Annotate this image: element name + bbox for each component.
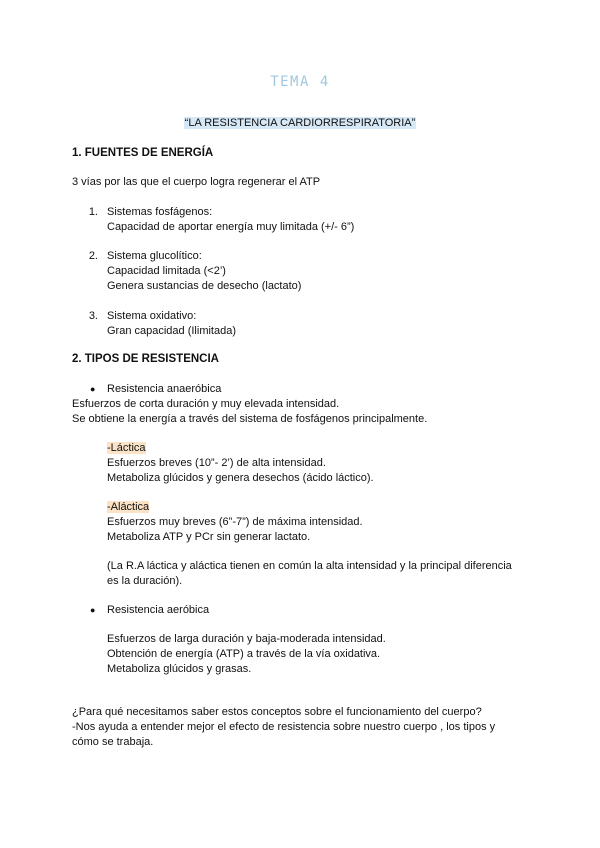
note-line: (La R.A láctica y aláctica tienen en común la alta intensidad y la principal diferencia: [107, 560, 512, 572]
lactic-label-text: -Láctica: [107, 442, 146, 454]
list-item-line: Capacidad de aportar energía muy limitada (+/- 6”): [107, 221, 355, 233]
subtitle-text: “LA RESISTENCIA CARDIORRESPIRATORIA”: [184, 117, 416, 129]
note-line: es la duración).: [107, 575, 183, 587]
anaerobic-label: Resistencia anaeróbica: [107, 383, 222, 395]
section1-intro: 3 vías por las que el cuerpo logra regenerar el ATP: [72, 176, 321, 188]
list-number: 3.: [88, 310, 98, 322]
list-item-line: Gran capacidad (Ilimitada): [107, 325, 237, 337]
list-item-line: Genera sustancias de desecho (lactato): [107, 280, 302, 292]
alactic-label: [107, 500, 149, 514]
lactic-label: [107, 441, 146, 455]
list-number: 2.: [88, 250, 98, 262]
aerobic-line: Metaboliza glúcidos y grasas.: [107, 663, 252, 675]
page-title: TEMA 4: [270, 74, 330, 90]
alactic-line: Metaboliza ATP y PCr sin generar lactato.: [107, 531, 311, 543]
anaerobic-line: Se obtiene la energía a través del sistema de fosfágenos principalmente.: [72, 413, 428, 425]
list-item-line: Capacidad limitada (<2’): [107, 265, 226, 277]
answer-line: cómo se trabaja.: [72, 736, 154, 748]
bullet-icon: ●: [90, 384, 96, 394]
aerobic-label: Resistencia aeróbica: [107, 604, 210, 616]
answer-line: -Nos ayuda a entender mejor el efecto de resistencia sobre nuestro cuerpo , los tipos y: [72, 721, 496, 733]
alactic-label-text: -Aláctica: [107, 501, 150, 513]
lactic-line: Esfuerzos breves (10”- 2’) de alta intensidad.: [107, 457, 326, 469]
list-item-title: Sistema glucolítico:: [107, 250, 202, 262]
alactic-line: Esfuerzos muy breves (6”-7”) de máxima intensidad.: [107, 516, 363, 528]
list-item-title: Sistemas fosfágenos:: [107, 206, 213, 218]
section2-heading: 2. TIPOS DE RESISTENCIA: [72, 353, 219, 365]
aerobic-line: Obtención de energía (ATP) a través de la vía oxidativa.: [107, 648, 381, 660]
lactic-line: Metaboliza glúcidos y genera desechos (ácido láctico).: [107, 472, 374, 484]
bullet-icon: ●: [90, 605, 96, 615]
section1-heading: 1. FUENTES DE ENERGÍA: [72, 147, 214, 159]
list-item-title: Sistema oxidativo:: [107, 310, 197, 322]
anaerobic-line: Esfuerzos de corta duración y muy elevada intensidad.: [72, 398, 340, 410]
question: ¿Para qué necesitamos saber estos conceptos sobre el funcionamiento del cuerpo?: [72, 706, 482, 718]
aerobic-line: Esfuerzos de larga duración y baja-moderada intensidad.: [107, 633, 386, 645]
list-number: 1.: [88, 206, 98, 218]
subtitle: [0, 116, 600, 130]
